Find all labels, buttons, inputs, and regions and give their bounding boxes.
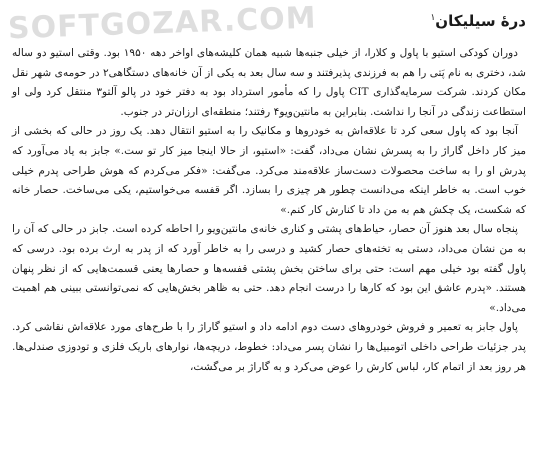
paragraph-1: دوران کودکی استیو با پاول و کلارا، از خیلی جنبه‌ها شبیه همان کلیشه‌های اواخر دهه ۱۹۵۰ بود. وقتی استیو دو ساله شد، دختری به نام پَتی را هم به فرزندی پذیرفتند و سه سال بعد به یکی از آن خانه‌های دستگاهی۲ در حومه‌ی شهر نقل مکان کردند. شرکت سرمایه‌گذاری CIT پاول را که مأمور استرداد بود به دفتر خود در پالو آلتو۳ منتقل کرد ولی او استطاعت زندگی در آنجا را نداشت. بنابراین به مانتین‌ویو۴ رفتند؛ منطقه‌ای ارزان‌تر در جنوب.	[12, 47, 527, 118]
chapter-title-text: درهٔ سیلیکان	[435, 12, 526, 30]
chapter-title	[12, 12, 526, 30]
paragraph-3: پنجاه سال بعد هنوز آن حصار، حیاط‌های پشتی و کناری خانه‌ی مانتین‌ویو را احاطه کرده است. جابز در حالی که آن را به من نشان می‌داد، دستی به تخته‌های حصار کشید و درسی را به خاطر آورد که از پدر به ارث برده بود. درسی که پاول گفته بود خیلی مهم است: حتی برای ساختن بخش پشتی قفسه‌ها و حصارها یعنی قسمت‌هایی که از نظر پنهان هستند. «پدرم عاشق این بود که کارها را درست انجام دهد. حتی به ظاهر بخش‌هایی که نمی‌توانستی ببینی هم اهمیت می‌داد.»	[12, 223, 526, 314]
title-footnote-marker: ۱	[430, 13, 436, 23]
watermark: SOFTGOZAR.COM	[7, 0, 318, 47]
paragraph-4: پاول جابز به تعمیر و فروش خودروهای دست دوم ادامه داد و استیو گاراژ را با طرح‌های مورد علاقه‌اش نقاشی کرد. پدر جزئیات طراحی داخلی اتومبیل‌ها را نشان پسر می‌داد: خطوط، دریچه‌ها، نوارهای باریک فلزی و تودوزی صندلی‌ها. هر روز بعد از اتمام کار، لباس کارش را عوض می‌کرد و به گاراژ بر می‌گشت،	[12, 321, 526, 373]
paragraph-2: آنجا بود که پاول سعی کرد تا علاقه‌اش به خودروها و مکانیک را به استیو انتقال دهد. یک روز در حالی که بخشی از میز کار داخل گاراژ را به پسرش نشان می‌داد، گفت: «استیو، از حالا اینجا میز کار تو ست.» جابز به یاد می‌آورد که پدرش او را به ساخت محصولات دست‌ساز علاقه‌مند می‌کرد. می‌گفت: «فکر می‌کردم که هوش طراحی پدرم خیلی خوب است. به خاطر اینکه می‌دانست چطور هر چیزی را بسازد. اگر قفسه می‌خواستیم، یکی می‌ساخت. حصار خانه که شکست، یک چکش هم به من داد تا کنارش کار کنم.»	[12, 125, 526, 216]
